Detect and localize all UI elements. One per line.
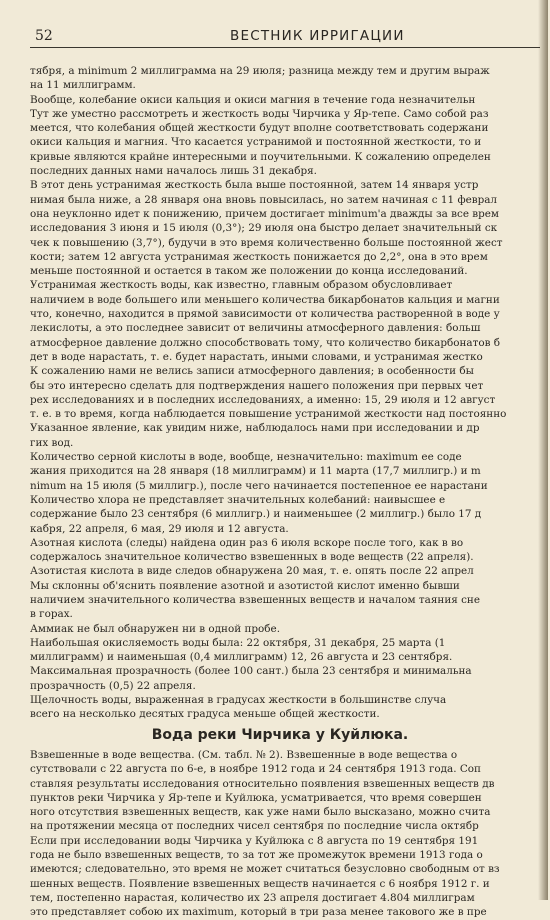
text-line: гих вод.: [30, 436, 74, 449]
text-line: Устранимая жесткость воды, как известно, главным образом обусловливает: [30, 279, 453, 292]
text-line: это представляет собою их maximum, который в три раза менее такового же в пре: [30, 906, 487, 919]
text-line: т. е. в то время, когда наблюдается повышение устранимой жесткости над постоянно: [30, 408, 507, 421]
text-line: nimum на 15 июля (5 миллигр.), после чего начинается постепенное ее нарастани: [30, 479, 488, 492]
text-line: Взвешенные в воде вещества. (См. табл. № 2). Взвешенные в воде вещества о: [30, 748, 458, 761]
text-line: содержалось значительное количество взвешенных в воде веществ (22 апреля).: [30, 551, 474, 564]
text-line: последних данных нами началось лишь 31 декабря.: [30, 165, 317, 178]
text-line: жания приходится на 28 января (18 миллиграмм) и 11 марта (17,7 миллигр.) и m: [30, 465, 481, 478]
text-line: Тут же уместно рассмотреть и жесткость воды Чирчика у Яр-тепе. Само собой раз: [30, 107, 489, 120]
text-line: лекислоты, а это последнее зависит от величины атмосферного давления: больш: [30, 322, 481, 335]
text-line: наличием значительного количества взвешенных веществ и началом таяния сне: [30, 593, 480, 606]
text-line: меется, что колебания общей жесткости будут вполне соответствовать содержани: [30, 122, 489, 135]
text-line: на 11 миллиграмм.: [30, 79, 136, 92]
text-line: Азотная кислота (следы) найдена один раз 6 июля вскоре после того, как в во: [30, 536, 464, 549]
text-line: всего на несколько десятых градуса меньше общей жесткости.: [30, 708, 380, 721]
text-line: атмосферное давление должно способствовать тому, что количество бикарбонатов б: [30, 336, 501, 349]
body-text: [30, 64, 550, 920]
text-line: содержание было 23 сентября (6 миллигр.) и наименьшее (2 миллигр.) было 17 д: [30, 508, 482, 521]
text-line: сутствовали с 22 августа по 6-е, в ноябре 1912 года и 24 сентября 1913 года. Соп: [30, 763, 481, 776]
text-line: Аммиак не был обнаружен ни в одной пробе.: [30, 622, 280, 635]
text-line: ставляя результаты исследования относительно появления взвешенных веществ дв: [30, 777, 495, 790]
text-line: В этот день устранимая жесткость была выше постоянной, затем 14 января устр: [30, 179, 479, 192]
text-line: в горах.: [30, 608, 73, 621]
text-line: имеются; следовательно, это время не может считаться безусловно свободным от вз: [30, 863, 500, 876]
text-line: наличием в воде большего или меньшего количества бикарбонатов кальция и магни: [30, 293, 500, 306]
text-line: миллиграмм) и наименьшая (0,4 миллиграмм) 12, 26 августа и 23 сентября.: [30, 651, 453, 664]
text-line: прозрачность (0,5) 22 апреля.: [30, 679, 196, 692]
text-line: Количество серной кислоты в воде, вообще, незначительно: maximum ее соде: [30, 451, 462, 464]
text-line: Наибольшая окисляемость воды была: 22 октября, 31 декабря, 25 марта (1: [30, 636, 446, 649]
text-line: исследования 3 июня и 15 июля (0,3°); 29 июля она быстро делает значительный ск: [30, 222, 498, 235]
page-binding-shadow: [538, 0, 548, 900]
section-heading: Вода реки Чирчика у Куйлюка.: [151, 726, 409, 743]
running-title: ВЕСТНИК ИРРИГАЦИИ: [230, 28, 405, 44]
text-line: Указанное явление, как увидим ниже, наблюдалось нами при исследовании и др: [30, 422, 480, 435]
text-line: на протяжении месяца от последних чисел сентября по последние числа октябр: [30, 820, 479, 833]
text-line: Мы склонны об'яснить появление азотной и азотистой кислот именно бывши: [30, 579, 460, 592]
header-rule: [30, 47, 540, 48]
text-line: меньше постоянной и остается в таком же положении до конца исследований.: [30, 265, 468, 278]
text-line: чек к повышению (3,7°), будучи в это время количественно больше постоянной жест: [30, 236, 503, 249]
text-line: Азотистая кислота в виде следов обнаружена 20 мая, т. е. опять после 22 апрел: [30, 565, 474, 578]
text-line: бы это интересно сделать для подтверждения нашего положения при первых чет: [30, 379, 484, 392]
text-line: Количество хлора не представляет значительных колебаний: наивысшее е: [30, 493, 446, 506]
text-line: рех исследованиях и в последних исследованиях, а именно: 15, 29 июля и 12 август: [30, 393, 496, 406]
text-line: она неуклонно идет к понижению, причем достигает minimum'а дважды за все врем: [30, 207, 500, 220]
text-line: шенных веществ. Появление взвешенных веществ начинается с 6 ноября 1912 г. и: [30, 877, 490, 890]
text-line: тября, а minimum 2 миллиграмма на 29 июля; разница между тем и другим выраж: [30, 65, 490, 77]
text-line: кости; затем 12 августа устранимая жесткость понижается до 2,2°, она в это врем: [30, 250, 488, 263]
page-header: [30, 26, 540, 48]
text-line: пунктов реки Чирчика у Яр-тепе и Куйлюка, усматривается, что время совершен: [30, 791, 482, 804]
text-line: тем, постепенно нарастая, количество их 23 апреля достигает 4.804 миллиграм: [30, 891, 475, 904]
text-line: Щелочность воды, выраженная в градусах жесткости в большинстве случа: [30, 694, 447, 707]
text-line: кривые являются крайне интересными и поучительными. К сожалению определен: [30, 150, 491, 163]
text-line: Вообще, колебание окиси кальция и окиси магния в течение года незначительн: [30, 93, 476, 106]
text-line: дет в воде нарастать, т. е. будет нарастать, иными словами, и устранимая жестко: [30, 350, 483, 363]
text-line: нимая была ниже, а 28 января она вновь повысилась, но затем начиная с 11 феврал: [30, 193, 498, 206]
page-number: 52: [35, 28, 53, 44]
text-line: года не было взвешенных веществ, то за тот же промежуток времени 1913 года о: [30, 849, 483, 862]
text-line: К сожалению нами не велись записи атмосферного давления; в особенности бы: [30, 365, 474, 378]
text-line: кабря, 22 апреля, 6 мая, 29 июля и 12 августа.: [30, 522, 289, 535]
text-line: Максимальная прозрачность (более 100 сант.) была 23 сентября и минимальна: [30, 665, 472, 678]
text-line: окиси кальция и магния. Что касается устранимой и постоянной жесткости, то и: [30, 136, 482, 149]
text-line: Если при исследовании воды Чирчика у Куйлюка с 8 августа по 19 сентября 191: [30, 834, 479, 847]
text-line: что, конечно, находится в прямой зависимости от количества растворенной в воде у: [30, 308, 500, 321]
text-line: ного отсутствия взвешенных веществ, как уже нами было высказано, можно счита: [30, 806, 491, 819]
